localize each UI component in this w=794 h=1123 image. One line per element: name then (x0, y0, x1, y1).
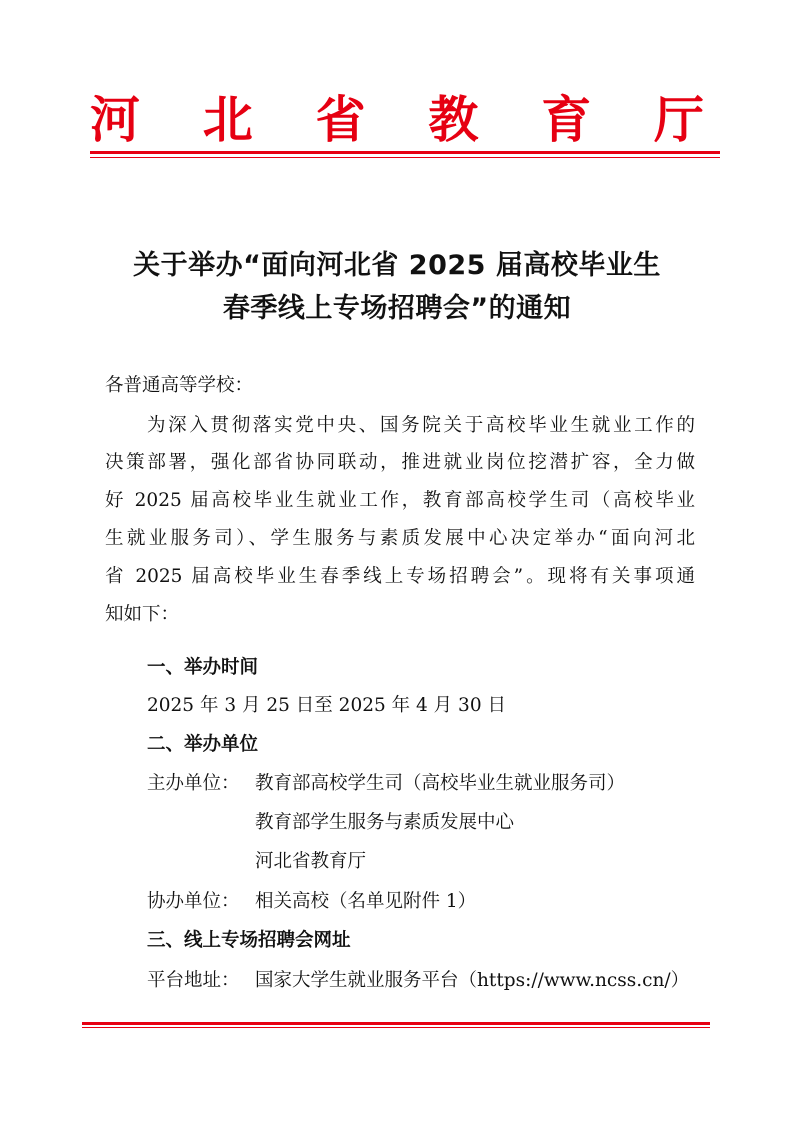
intro-paragraph (105, 412, 695, 642)
intro-line-3: 好 2025 届高校毕业生就业工作，教育部高校学生司（高校毕业 (105, 490, 695, 511)
salutation: 各普通高等学校： (105, 375, 254, 396)
letterhead-char-6: 厅 (653, 91, 704, 149)
letterhead-char-5: 育 (541, 91, 592, 149)
letterhead-rule-thick (90, 151, 720, 154)
platform-label: 平台地址： (147, 970, 240, 991)
intro-line-1: 为深入贯彻落实党中央、国务院关于高校毕业生就业工作的 (147, 415, 695, 436)
organizer-label: 主办单位： (147, 773, 240, 794)
letterhead-char-4: 教 (428, 91, 479, 149)
platform-row (147, 967, 689, 995)
organizer-1: 教育部高校学生司（高校毕业生就业服务司） (255, 773, 626, 794)
intro-line-2: 决策部署，强化部省协同联动，推进就业岗位挖潜扩容，全力做 (105, 452, 695, 473)
section-2-heading: 二、举办单位 (147, 734, 259, 755)
letterhead-char-2: 北 (202, 91, 253, 149)
footer-rule-thick (82, 1022, 710, 1025)
section-1-heading: 一、举办时间 (147, 657, 259, 678)
co-organizer: 相关高校（名单见附件 1） (255, 891, 477, 912)
co-organizer-row (147, 888, 476, 916)
platform-address: 国家大学生就业服务平台（https://www.ncss.cn/） (255, 970, 690, 991)
notice-title-line-2: 春季线上专场招聘会”的通知 (222, 293, 572, 324)
intro-line-6: 知如下： (105, 604, 180, 625)
organizer-row (147, 770, 625, 798)
letterhead-title (90, 90, 704, 150)
section-3-heading: 三、线上专场招聘会网址 (147, 930, 351, 951)
intro-line-4: 生就业服务司）、学生服务与素质发展中心决定举办“面向河北 (105, 528, 695, 549)
notice-title-line-1: 关于举办“面向河北省 2025 届高校毕业生 (133, 250, 661, 281)
organizer-3: 河北省教育厅 (255, 851, 367, 872)
section-1-content: 2025 年 3 月 25 日至 2025 年 4 月 30 日 (147, 695, 506, 716)
organizer-2: 教育部学生服务与素质发展中心 (255, 812, 515, 833)
co-organizer-label: 协办单位： (147, 891, 240, 912)
footer-rule-thin (82, 1027, 710, 1028)
intro-line-5: 省 2025 届高校毕业生春季线上专场招聘会”。现将有关事项通 (105, 566, 695, 587)
letterhead-char-1: 河 (90, 91, 140, 149)
letterhead-char-3: 省 (315, 91, 366, 149)
letterhead-rule-thin (90, 157, 720, 158)
